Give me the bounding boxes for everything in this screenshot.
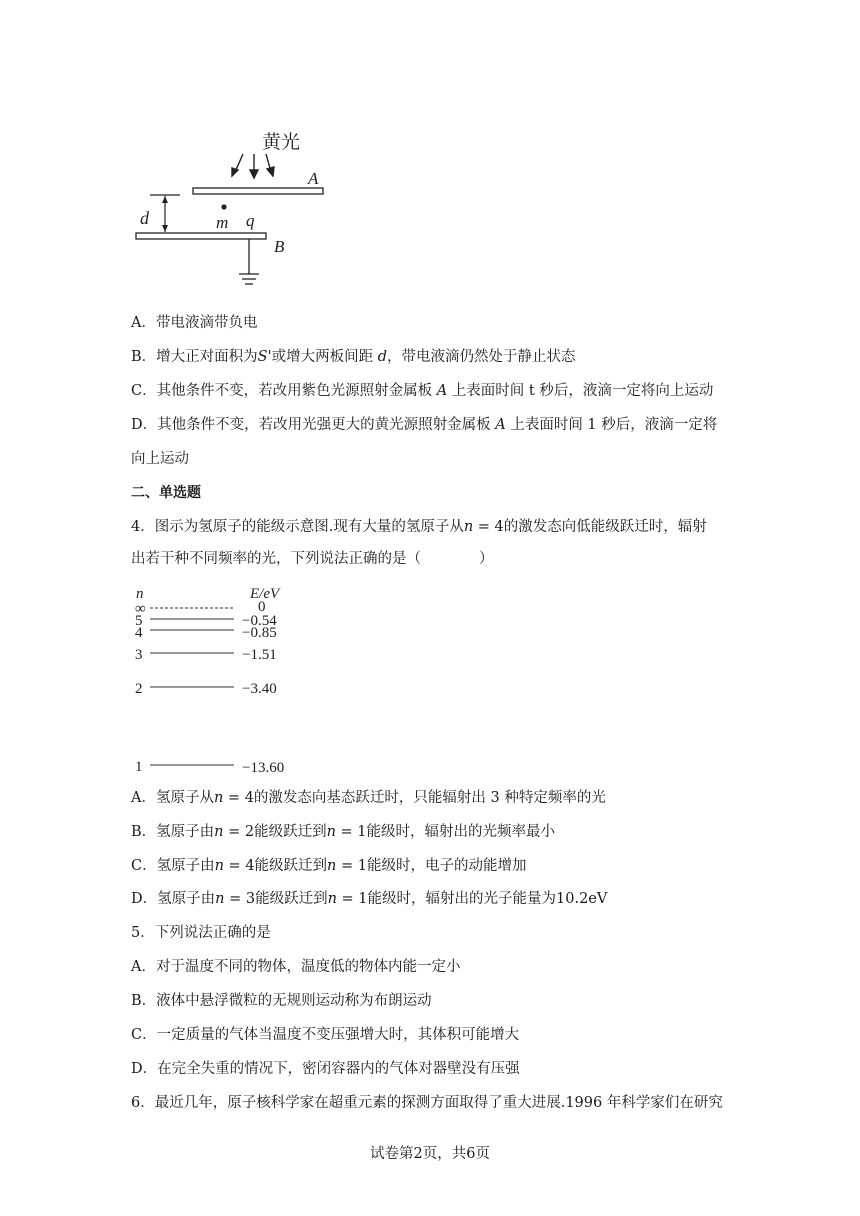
section-title: 二、单选题 xyxy=(131,485,201,501)
plate-b-label: B xyxy=(274,237,285,256)
q5-option-d: D．在完全失重的情况下，密闭容器内的气体对器壁没有压强 xyxy=(131,1061,520,1077)
plate-a xyxy=(193,188,323,194)
level-energy-label: 0 xyxy=(258,599,266,615)
q3-option-a: A．带电液滴带负电 xyxy=(131,315,258,331)
q3-option-d-cont: 向上运动 xyxy=(131,451,189,467)
q3-option-c: C．其他条件不变，若改用紫色光源照射金属板 A 上表面时间 t 秒后，液滴一定将向上运动 xyxy=(131,383,714,399)
capacitor-figure xyxy=(128,124,348,294)
plate-a-label: A xyxy=(308,169,319,188)
q4-stem-line2: 出若干种不同频率的光，下列说法正确的是（ ） xyxy=(131,551,494,567)
q4-option-a: A．氢原子从n = 4的激发态向基态跃迁时，只能辐射出 3 种特定频率的光 xyxy=(131,790,606,806)
level-energy-label: −3.40 xyxy=(242,681,277,697)
mass-label: m xyxy=(216,213,229,232)
q4-option-d: D．氢原子由n = 3能级跃迁到n = 1能级时，辐射出的光子能量为10.2eV xyxy=(131,891,608,907)
q4-stem-line1: 4．图示为氢原子的能级示意图.现有大量的氢原子从n = 4的激发态向低能级跃迁时，辐射 xyxy=(131,519,707,535)
level-n-label: 5 xyxy=(135,613,143,629)
level-n-label: 2 xyxy=(135,681,143,697)
q5-option-c: C．一定质量的气体当温度不变压强增大时，其体积可能增大 xyxy=(131,1027,520,1043)
distance-label: d xyxy=(140,208,149,228)
light-arrows-icon xyxy=(232,154,274,178)
page-footer: 试卷第2页，共6页 xyxy=(370,1146,490,1162)
ground-icon xyxy=(239,239,259,284)
n-axis-label: n xyxy=(136,586,144,602)
level-energy-label: −1.51 xyxy=(242,647,277,663)
charge-label: q xyxy=(246,211,255,230)
energy-level-diagram xyxy=(130,582,300,782)
level-energy-label: −13.60 xyxy=(242,760,285,776)
level-energy-label: −0.54 xyxy=(242,613,277,629)
q3-option-b: B．增大正对面积为S'或增大两板间距 d，带电液滴仍然处于静止状态 xyxy=(131,349,576,365)
q5-stem: 5．下列说法正确的是 xyxy=(131,925,271,941)
q5-option-b: B．液体中悬浮微粒的无规则运动称为布朗运动 xyxy=(131,993,432,1009)
light-label: 黄光 xyxy=(262,132,301,153)
level-n-label: 3 xyxy=(135,647,143,663)
q3-option-d: D．其他条件不变，若改用光强更大的黄光源照射金属板 A 上表面时间 1 秒后，液滴一定将 xyxy=(131,417,718,433)
plate-b xyxy=(136,233,266,239)
droplet xyxy=(221,204,226,209)
q4-option-b: B．氢原子由n = 2能级跃迁到n = 1能级时，辐射出的光频率最小 xyxy=(131,824,556,840)
e-axis-label: E/eV xyxy=(250,586,280,602)
level-n-label: 1 xyxy=(135,759,143,775)
level-energy-label: −0.85 xyxy=(242,625,277,641)
q6-stem: 6．最近几年，原子核科学家在超重元素的探测方面取得了重大进展.1996 年科学家们在研究 xyxy=(131,1095,723,1111)
level-n-label: ∞ xyxy=(135,601,146,617)
level-n-label: 4 xyxy=(135,625,143,641)
q5-option-a: A．对于温度不同的物体，温度低的物体内能一定小 xyxy=(131,959,461,975)
q4-option-c: C．氢原子由n = 4能级跃迁到n = 1能级时，电子的动能增加 xyxy=(131,858,527,874)
